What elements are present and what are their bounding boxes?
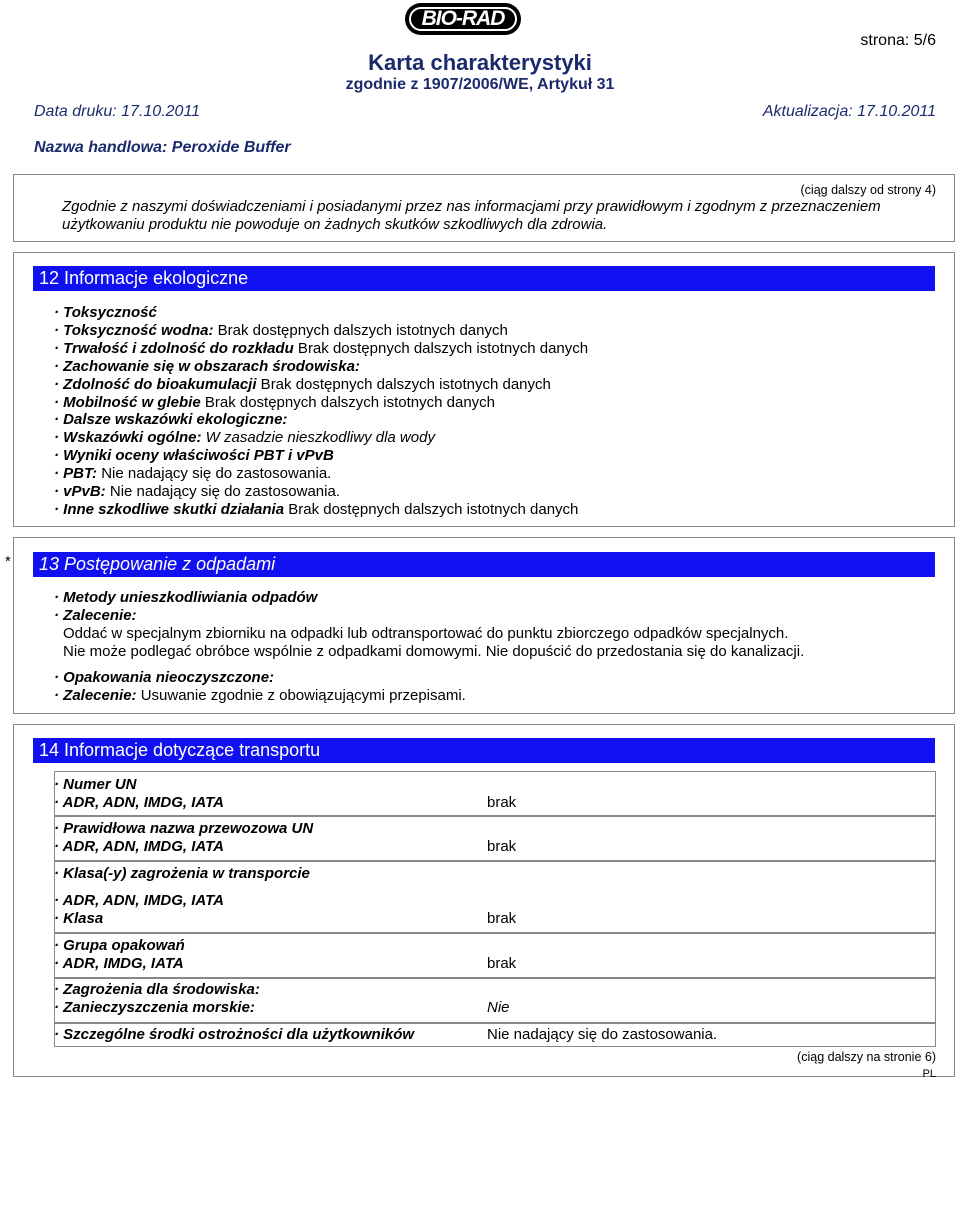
continuation-top: (ciąg dalszy od strony 4): [800, 183, 936, 197]
section-13-header: 13 Postępowanie z odpadami: [33, 552, 935, 577]
changed-marker: *: [5, 553, 11, 570]
section-14-header: 14 Informacje dotyczące transportu: [33, 738, 935, 763]
transport-value: brak: [487, 910, 517, 927]
s13-rec-text2: Nie może podlegać obróbce wspólnie z odpadkami domowymi. Nie dopuścić do przedostania się do kanalizacji.: [63, 642, 805, 660]
s12-line: · Mobilność w glebie Brak dostępnych dalszych istotnych danych: [54, 393, 496, 411]
s12-line: · Inne szkodliwe skutki działania Brak dostępnych dalszych istotnych danych: [54, 500, 579, 518]
print-date: Data druku: 17.10.2011: [34, 103, 201, 120]
section-12-lines: [54, 304, 588, 519]
s13-methods: · Metody unieszkodliwiania odpadów: [54, 589, 318, 606]
s12-line: · Dalsze wskazówki ekologiczne:: [54, 411, 288, 429]
section-12-header: 12 Informacje ekologiczne: [33, 266, 935, 291]
s13-rec-text1: Oddać w specjalnym zbiorniku na odpadki lub odtransportować do punktu zbiorczego odpadków specjalnych.: [63, 624, 789, 642]
transport-label: · Zagrożenia dla środowiska:: [54, 981, 260, 998]
transport-label: · Szczególne środki ostrożności dla użytkowników: [54, 1026, 415, 1043]
transport-label: · Klasa: [54, 910, 104, 927]
s12-line: · Toksyczność: [54, 304, 157, 321]
transport-value: Nie nadający się do zastosowania.: [487, 1026, 718, 1043]
bio-rad-logo: [405, 3, 521, 35]
s12-line: · Toksyczność wodna: Brak dostępnych dalszych istotnych danych: [54, 321, 508, 339]
page-number: strona: 5/6: [860, 32, 936, 49]
intro-text: Zgodnie z naszymi doświadczeniami i posiadanymi przez nas informacjami przy prawidłowym i zgodnym z przeznaczeniem użytkowaniu produktu nie powoduje on żadnych skutków szkodliwych dla zdrowia.: [62, 198, 881, 233]
s13-packaging: · Opakowania nieoczyszczone:: [54, 668, 275, 686]
logo-text: BIO-RAD: [421, 7, 505, 30]
transport-label: · Klasa(-y) zagrożenia w transporcie: [54, 865, 310, 882]
s12-line: · vPvB: Nie nadający się do zastosowania.: [54, 483, 340, 501]
s13-rec2: · Zalecenie: Usuwanie zgodnie z obowiązującymi przepisami.: [54, 686, 466, 704]
s12-line: · PBT: Nie nadający się do zastosowania.: [54, 465, 332, 483]
continuation-bottom: (ciąg dalszy na stronie 6): [797, 1050, 936, 1064]
transport-value: brak: [487, 955, 517, 972]
trade-name: Nazwa handlowa: Peroxide Buffer: [34, 139, 291, 156]
logo-border: [409, 7, 517, 31]
transport-label: · Numer UN: [54, 776, 137, 793]
transport-value: brak: [487, 794, 517, 811]
section-13-lines: [54, 589, 804, 704]
s12-line: · Trwałość i zdolność do rozkładu Brak dostępnych dalszych istotnych danych: [54, 339, 589, 357]
language-code: PL: [922, 1068, 936, 1080]
transport-label: · ADR, ADN, IMDG, IATA: [54, 892, 224, 909]
transport-label: · ADR, IMDG, IATA: [54, 955, 184, 972]
s13-rec-label: · Zalecenie:: [54, 606, 137, 624]
update-date: Aktualizacja: 17.10.2011: [762, 103, 936, 120]
s12-line: · Zachowanie się w obszarach środowiska:: [54, 357, 360, 375]
transport-label: · ADR, ADN, IMDG, IATA: [54, 838, 224, 855]
transport-label: · ADR, ADN, IMDG, IATA: [54, 794, 224, 811]
s12-line: · Zdolność do bioakumulacji Brak dostępnych dalszych istotnych danych: [54, 375, 551, 393]
transport-value: brak: [487, 838, 517, 855]
document-title: Karta charakterystyki: [368, 50, 592, 75]
s12-line: · Wyniki oceny właściwości PBT i vPvB: [54, 447, 334, 465]
transport-label: · Zanieczyszczenia morskie:: [54, 999, 255, 1016]
transport-value: Nie: [487, 999, 510, 1016]
document-subtitle: zgodnie z 1907/2006/WE, Artykuł 31: [345, 76, 615, 93]
transport-label: · Grupa opakowań: [54, 937, 185, 954]
transport-label: · Prawidłowa nazwa przewozowa UN: [54, 820, 314, 837]
s12-line: · Wskazówki ogólne: W zasadzie nieszkodliwy dla wody: [54, 429, 435, 447]
